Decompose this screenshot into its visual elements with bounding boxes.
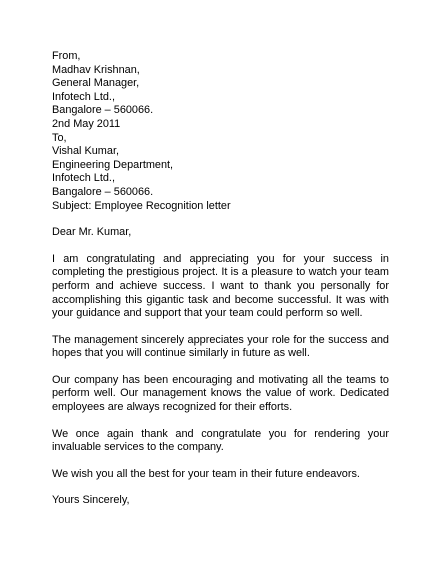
recipient-block xyxy=(52,132,389,200)
sender-title: General Manager, xyxy=(52,77,140,90)
body-paragraph-2: The management sincerely appreciates your role for the success and hopes that you will continue similarly in future as well. xyxy=(52,333,389,360)
recipient-line: To, xyxy=(52,131,67,144)
letter-page xyxy=(52,50,389,508)
body-paragraph-1: I am congratulating and appreciating you for your success in completing the prestigious project. It is a pleasure to watch your team perform and achieve success. I want to thank you personally for accomplishing this gigantic task and become successful. It was with your guidance and support that your team could perform so well. xyxy=(52,252,389,320)
recipient-department: Engineering Department, xyxy=(52,158,174,171)
recipient-name: Vishal Kumar, xyxy=(52,145,119,158)
body-paragraph-4: We once again thank and congratulate you for rendering your invaluable services to the company. xyxy=(52,427,389,454)
sender-name: Madhav Krishnan, xyxy=(52,63,140,76)
salutation: Dear Mr. Kumar, xyxy=(52,226,132,239)
sender-block xyxy=(52,50,389,132)
body-paragraph-3: Our company has been encouraging and motivating all the teams to perform well. Our management knows the value of work. Dedicated employees are always recognized for their efforts. xyxy=(52,373,389,414)
closing: Yours Sincerely, xyxy=(52,494,130,507)
letter-date: 2nd May 2011 xyxy=(52,117,121,130)
recipient-city: Bangalore – 560066. xyxy=(52,185,154,198)
body-paragraph-5: We wish you all the best for your team in their future endeavors. xyxy=(52,467,360,480)
subject-line: Subject: Employee Recognition letter xyxy=(52,199,231,212)
sender-line: From, xyxy=(52,50,81,62)
sender-city: Bangalore – 560066. xyxy=(52,104,154,117)
recipient-company: Infotech Ltd., xyxy=(52,172,115,185)
sender-company: Infotech Ltd., xyxy=(52,90,115,103)
